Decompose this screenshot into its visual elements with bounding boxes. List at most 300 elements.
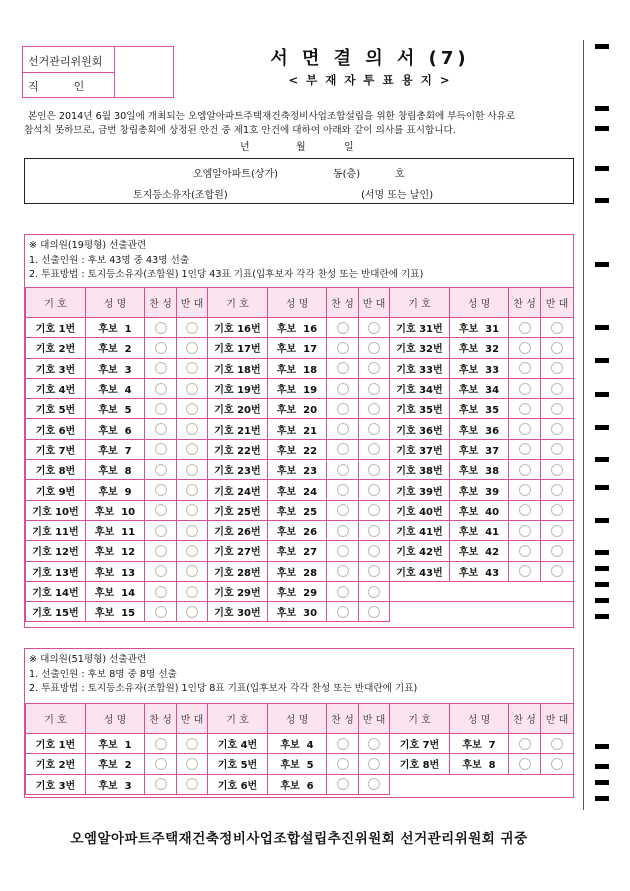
empty-cell [390,774,574,794]
candidate-number: 기호 39번 [390,480,450,500]
candidate-number: 기호 8번 [26,460,86,480]
candidate-name: 후보 6 [86,419,145,439]
vote-yes-bubble[interactable] [509,338,541,358]
date-month-label: 월 [296,142,306,153]
vote-no-bubble[interactable] [541,754,574,774]
vote-no-bubble[interactable] [177,419,208,439]
vote-yes-bubble[interactable] [327,358,359,378]
timing-mark [595,550,609,555]
vote-no-bubble[interactable] [177,358,208,378]
vote-no-bubble[interactable] [359,581,390,601]
vote-no-bubble[interactable] [541,439,574,459]
bubble-circle-icon [155,383,167,395]
timing-mark [595,780,609,785]
candidate-name: 후보 34 [450,378,509,398]
header-yes: 찬 성 [509,704,541,734]
candidate-number: 기호 3번 [26,358,86,378]
candidate-name: 후보 16 [268,318,327,338]
candidate-name: 후보 26 [268,520,327,540]
candidate-number: 기호 1번 [26,734,86,754]
candidate-number: 기호 7번 [390,734,450,754]
bubble-circle-icon [155,504,167,516]
vote-no-bubble[interactable] [541,734,574,754]
vote-yes-bubble[interactable] [509,500,541,520]
candidate-number: 기호 4번 [208,734,268,754]
intro-line-1: 본인은 2014년 6월 30일에 개최되는 오엠알아파트주택재건축정비사업조합설립을 위한 창립총회에 부득이한 사유로 [28,111,516,122]
vote-no-bubble[interactable] [541,500,574,520]
header-yes: 찬 성 [145,704,177,734]
candidate-number: 기호 43번 [390,561,450,581]
header-code: 기 호 [208,288,268,318]
bubble-circle-icon [337,565,349,577]
candidate-number: 기호 4번 [26,378,86,398]
vote-yes-bubble[interactable] [327,754,359,774]
ballot-table [25,287,574,622]
bubble-circle-icon [337,484,349,496]
ho-label: 호 [395,169,405,180]
vote-yes-bubble[interactable] [509,520,541,540]
vote-yes-bubble[interactable] [327,581,359,601]
vote-no-bubble[interactable] [177,480,208,500]
candidate-name: 후보 39 [450,480,509,500]
ballot-header-row [26,288,574,318]
candidate-number: 기호 24번 [208,480,268,500]
vote-yes-bubble[interactable] [509,480,541,500]
bubble-circle-icon [186,606,198,618]
bubble-circle-icon [186,545,198,557]
vote-yes-bubble[interactable] [145,774,177,794]
vote-yes-bubble[interactable] [327,774,359,794]
header-no: 반 대 [359,288,390,318]
candidate-number: 기호 41번 [390,520,450,540]
vote-yes-bubble[interactable] [145,399,177,419]
vote-no-bubble[interactable] [177,541,208,561]
bubble-circle-icon [155,484,167,496]
bubble-circle-icon [186,525,198,537]
header-name: 성 명 [268,288,327,318]
header-no: 반 대 [359,704,390,734]
vote-no-bubble[interactable] [541,520,574,540]
bubble-circle-icon [551,362,563,374]
candidate-name: 후보 28 [268,561,327,581]
candidate-name: 후보 24 [268,480,327,500]
candidate-number: 기호 19번 [208,378,268,398]
header-code: 기 호 [26,288,86,318]
candidate-number: 기호 2번 [26,754,86,774]
candidate-number: 기호 9번 [26,480,86,500]
voter-info-box[interactable] [24,158,574,204]
timing-mark [595,582,609,587]
candidate-number: 기호 13번 [26,561,86,581]
candidate-number: 기호 12번 [26,541,86,561]
bubble-circle-icon [155,758,167,770]
bubble-circle-icon [368,403,380,415]
bubble-circle-icon [155,778,167,790]
vote-yes-bubble[interactable] [327,480,359,500]
timing-mark [595,262,609,267]
candidate-number: 기호 31번 [390,318,450,338]
vote-no-bubble[interactable] [177,399,208,419]
bubble-circle-icon [519,383,531,395]
candidate-number: 기호 5번 [26,399,86,419]
ballot-row [26,774,574,794]
vote-no-bubble[interactable] [177,734,208,754]
vote-yes-bubble[interactable] [145,318,177,338]
bubble-circle-icon [368,484,380,496]
bubble-circle-icon [186,342,198,354]
vote-no-bubble[interactable] [359,460,390,480]
vote-yes-bubble[interactable] [145,500,177,520]
timing-mark [595,44,609,49]
ballot-table [25,703,574,795]
vote-no-bubble[interactable] [177,500,208,520]
bubble-circle-icon [368,606,380,618]
candidate-number: 기호 32번 [390,338,450,358]
section-title: ※ 대의원(19평형) 선출관련 [29,240,147,251]
candidate-name: 후보 43 [450,561,509,581]
vote-yes-bubble[interactable] [327,541,359,561]
ballot-row [26,378,574,398]
bubble-circle-icon [551,525,563,537]
bubble-circle-icon [519,464,531,476]
ballot-row [26,338,574,358]
vote-no-bubble[interactable] [359,378,390,398]
vote-no-bubble[interactable] [177,318,208,338]
bubble-circle-icon [368,738,380,750]
vote-yes-bubble[interactable] [509,439,541,459]
bubble-circle-icon [337,362,349,374]
timing-mark [595,392,609,397]
bubble-circle-icon [337,464,349,476]
vote-no-bubble[interactable] [359,602,390,622]
candidate-name: 후보 37 [450,439,509,459]
bubble-circle-icon [519,738,531,750]
candidate-number: 기호 28번 [208,561,268,581]
bubble-circle-icon [551,443,563,455]
candidate-number: 기호 25번 [208,500,268,520]
vote-no-bubble[interactable] [177,520,208,540]
candidate-number: 기호 3번 [26,774,86,794]
date-day-label: 일 [344,142,354,153]
candidate-name: 후보 7 [86,439,145,459]
candidate-name: 후보 29 [268,581,327,601]
timing-mark [595,485,609,490]
candidate-number: 기호 30번 [208,602,268,622]
candidate-name: 후보 36 [450,419,509,439]
bubble-circle-icon [551,403,563,415]
bubble-circle-icon [519,545,531,557]
bubble-circle-icon [337,778,349,790]
vote-no-bubble[interactable] [177,378,208,398]
candidate-number: 기호 14번 [26,581,86,601]
vote-no-bubble[interactable] [177,602,208,622]
bubble-circle-icon [186,504,198,516]
candidate-name: 후보 41 [450,520,509,540]
section-line-2: 2. 투표방법 : 토지등소유자(조합원) 1인당 8표 기표(입후보자 각각 찬성 또는 반대란에 기표) [29,683,418,694]
bubble-circle-icon [155,606,167,618]
bubble-circle-icon [337,383,349,395]
vote-yes-bubble[interactable] [327,399,359,419]
timing-mark [595,744,609,749]
bubble-circle-icon [337,525,349,537]
vote-no-bubble[interactable] [541,378,574,398]
ballot-row [26,480,574,500]
header-code: 기 호 [390,704,450,734]
bubble-circle-icon [519,525,531,537]
candidate-number: 기호 22번 [208,439,268,459]
vote-no-bubble[interactable] [359,358,390,378]
bubble-circle-icon [368,525,380,537]
vote-no-bubble[interactable] [541,480,574,500]
vote-yes-bubble[interactable] [327,520,359,540]
candidate-name: 후보 32 [450,338,509,358]
vote-yes-bubble[interactable] [145,460,177,480]
vote-yes-bubble[interactable] [145,338,177,358]
vote-yes-bubble[interactable] [327,439,359,459]
vote-yes-bubble[interactable] [509,318,541,338]
candidate-number: 기호 40번 [390,500,450,520]
candidate-name: 후보 15 [86,602,145,622]
vote-yes-bubble[interactable] [145,581,177,601]
vote-no-bubble[interactable] [177,338,208,358]
candidate-number: 기호 36번 [390,419,450,439]
candidate-name: 후보 5 [268,754,327,774]
candidate-number: 기호 17번 [208,338,268,358]
vote-no-bubble[interactable] [177,460,208,480]
candidate-number: 기호 33번 [390,358,450,378]
timing-mark [595,457,609,462]
vote-yes-bubble[interactable] [145,734,177,754]
margin-line [583,40,584,810]
vote-no-bubble[interactable] [359,500,390,520]
bubble-circle-icon [337,423,349,435]
vote-yes-bubble[interactable] [145,419,177,439]
vote-no-bubble[interactable] [359,541,390,561]
vote-no-bubble[interactable] [177,561,208,581]
vote-no-bubble[interactable] [359,399,390,419]
vote-yes-bubble[interactable] [327,378,359,398]
candidate-name: 후보 25 [268,500,327,520]
vote-no-bubble[interactable] [359,439,390,459]
bubble-circle-icon [519,443,531,455]
candidate-number: 기호 11번 [26,520,86,540]
vote-yes-bubble[interactable] [327,419,359,439]
ballot-row [26,754,574,774]
vote-yes-bubble[interactable] [145,754,177,774]
bubble-circle-icon [519,423,531,435]
ballot-row [26,358,574,378]
section-line-1: 1. 선출인원 : 후보 8명 중 8명 선출 [29,669,177,680]
bubble-circle-icon [519,504,531,516]
timing-mark [595,796,609,801]
empty-cell [390,602,574,622]
timing-mark [595,518,609,523]
candidate-number: 기호 10번 [26,500,86,520]
bubble-circle-icon [186,778,198,790]
vote-yes-bubble[interactable] [509,460,541,480]
vote-no-bubble[interactable] [359,480,390,500]
candidate-name: 후보 2 [86,338,145,358]
candidate-number: 기호 42번 [390,541,450,561]
candidate-name: 후보 19 [268,378,327,398]
header-yes: 찬 성 [145,288,177,318]
candidate-number: 기호 38번 [390,460,450,480]
vote-no-bubble[interactable] [541,358,574,378]
bubble-circle-icon [186,403,198,415]
candidate-name: 후보 13 [86,561,145,581]
bubble-circle-icon [186,443,198,455]
vote-yes-bubble[interactable] [509,419,541,439]
bubble-circle-icon [155,362,167,374]
candidate-name: 후보 9 [86,480,145,500]
header-yes: 찬 성 [509,288,541,318]
vote-yes-bubble[interactable] [327,318,359,338]
candidate-name: 후보 8 [450,754,509,774]
vote-no-bubble[interactable] [359,318,390,338]
apartment-label: 오엠알아파트(상가) [193,169,279,180]
vote-no-bubble[interactable] [541,338,574,358]
candidate-number: 기호 7번 [26,439,86,459]
bubble-circle-icon [155,738,167,750]
vote-yes-bubble[interactable] [145,602,177,622]
timing-mark [595,325,609,330]
vote-yes-bubble[interactable] [145,358,177,378]
candidate-name: 후보 17 [268,338,327,358]
bubble-circle-icon [551,464,563,476]
vote-no-bubble[interactable] [541,541,574,561]
owner-label: 토지등소유자(조합원) [133,190,228,201]
bubble-circle-icon [155,322,167,334]
ballot-row [26,734,574,754]
bubble-circle-icon [551,342,563,354]
vote-no-bubble[interactable] [541,419,574,439]
timing-mark [595,198,609,203]
bubble-circle-icon [337,443,349,455]
vote-yes-bubble[interactable] [145,541,177,561]
vote-no-bubble[interactable] [359,520,390,540]
ballot-row [26,602,574,622]
section-line-2: 2. 투표방법 : 토지등소유자(조합원) 1인당 43표 기표(입후보자 각각 찬성 또는 반대란에 기표) [29,269,424,280]
header-no: 반 대 [541,704,574,734]
candidate-name: 후보 6 [268,774,327,794]
bubble-circle-icon [551,545,563,557]
vote-yes-bubble[interactable] [509,358,541,378]
candidate-number: 기호 34번 [390,378,450,398]
bubble-circle-icon [337,758,349,770]
bubble-circle-icon [519,362,531,374]
candidate-name: 후보 27 [268,541,327,561]
candidate-name: 후보 20 [268,399,327,419]
signature-label: (서명 또는 날인) [361,190,434,201]
header-code: 기 호 [208,704,268,734]
vote-yes-bubble[interactable] [327,338,359,358]
candidate-name: 후보 10 [86,500,145,520]
timing-mark [595,614,609,619]
timing-mark [595,126,609,131]
vote-no-bubble[interactable] [177,774,208,794]
vote-no-bubble[interactable] [359,754,390,774]
vote-no-bubble[interactable] [541,460,574,480]
vote-no-bubble[interactable] [359,338,390,358]
vote-yes-bubble[interactable] [509,734,541,754]
vote-yes-bubble[interactable] [509,561,541,581]
candidate-name: 후보 31 [450,318,509,338]
bubble-circle-icon [519,342,531,354]
bubble-circle-icon [368,322,380,334]
vote-yes-bubble[interactable] [509,399,541,419]
bubble-circle-icon [155,586,167,598]
vote-yes-bubble[interactable] [327,602,359,622]
timing-mark [595,764,609,769]
vote-yes-bubble[interactable] [327,460,359,480]
bubble-circle-icon [155,342,167,354]
vote-no-bubble[interactable] [177,754,208,774]
header-name: 성 명 [268,704,327,734]
empty-cell [390,581,574,601]
candidate-name: 후보 2 [86,754,145,774]
bubble-circle-icon [551,738,563,750]
vote-yes-bubble[interactable] [145,520,177,540]
vote-no-bubble[interactable] [177,581,208,601]
bubble-circle-icon [155,565,167,577]
bubble-circle-icon [155,464,167,476]
bubble-circle-icon [368,342,380,354]
ballot-row [26,419,574,439]
page-title: 서 면 결 의 서 (7) [270,48,470,69]
candidate-name: 후보 21 [268,419,327,439]
vote-yes-bubble[interactable] [145,561,177,581]
vote-no-bubble[interactable] [359,561,390,581]
header-name: 성 명 [450,288,509,318]
candidate-name: 후보 33 [450,358,509,378]
bubble-circle-icon [368,383,380,395]
vote-no-bubble[interactable] [359,774,390,794]
bubble-circle-icon [186,758,198,770]
bubble-circle-icon [186,586,198,598]
vote-no-bubble[interactable] [541,561,574,581]
vote-no-bubble[interactable] [541,399,574,419]
vote-yes-bubble[interactable] [145,480,177,500]
vote-yes-bubble[interactable] [145,439,177,459]
candidate-name: 후보 22 [268,439,327,459]
vote-yes-bubble[interactable] [145,378,177,398]
bubble-circle-icon [155,443,167,455]
candidate-number: 기호 23번 [208,460,268,480]
candidate-name: 후보 11 [86,520,145,540]
vote-no-bubble[interactable] [359,419,390,439]
bubble-circle-icon [551,322,563,334]
candidate-name: 후보 30 [268,602,327,622]
candidate-name: 후보 18 [268,358,327,378]
candidate-number: 기호 29번 [208,581,268,601]
candidate-name: 후보 14 [86,581,145,601]
vote-no-bubble[interactable] [541,318,574,338]
vote-yes-bubble[interactable] [509,754,541,774]
vote-yes-bubble[interactable] [327,500,359,520]
vote-yes-bubble[interactable] [509,541,541,561]
ballot-row [26,581,574,601]
vote-yes-bubble[interactable] [327,561,359,581]
timing-mark [595,106,609,111]
vote-yes-bubble[interactable] [327,734,359,754]
bubble-circle-icon [186,738,198,750]
timing-mark [595,598,609,603]
vote-yes-bubble[interactable] [509,378,541,398]
vote-no-bubble[interactable] [359,734,390,754]
ballot-row [26,500,574,520]
vote-no-bubble[interactable] [177,439,208,459]
bubble-circle-icon [519,403,531,415]
